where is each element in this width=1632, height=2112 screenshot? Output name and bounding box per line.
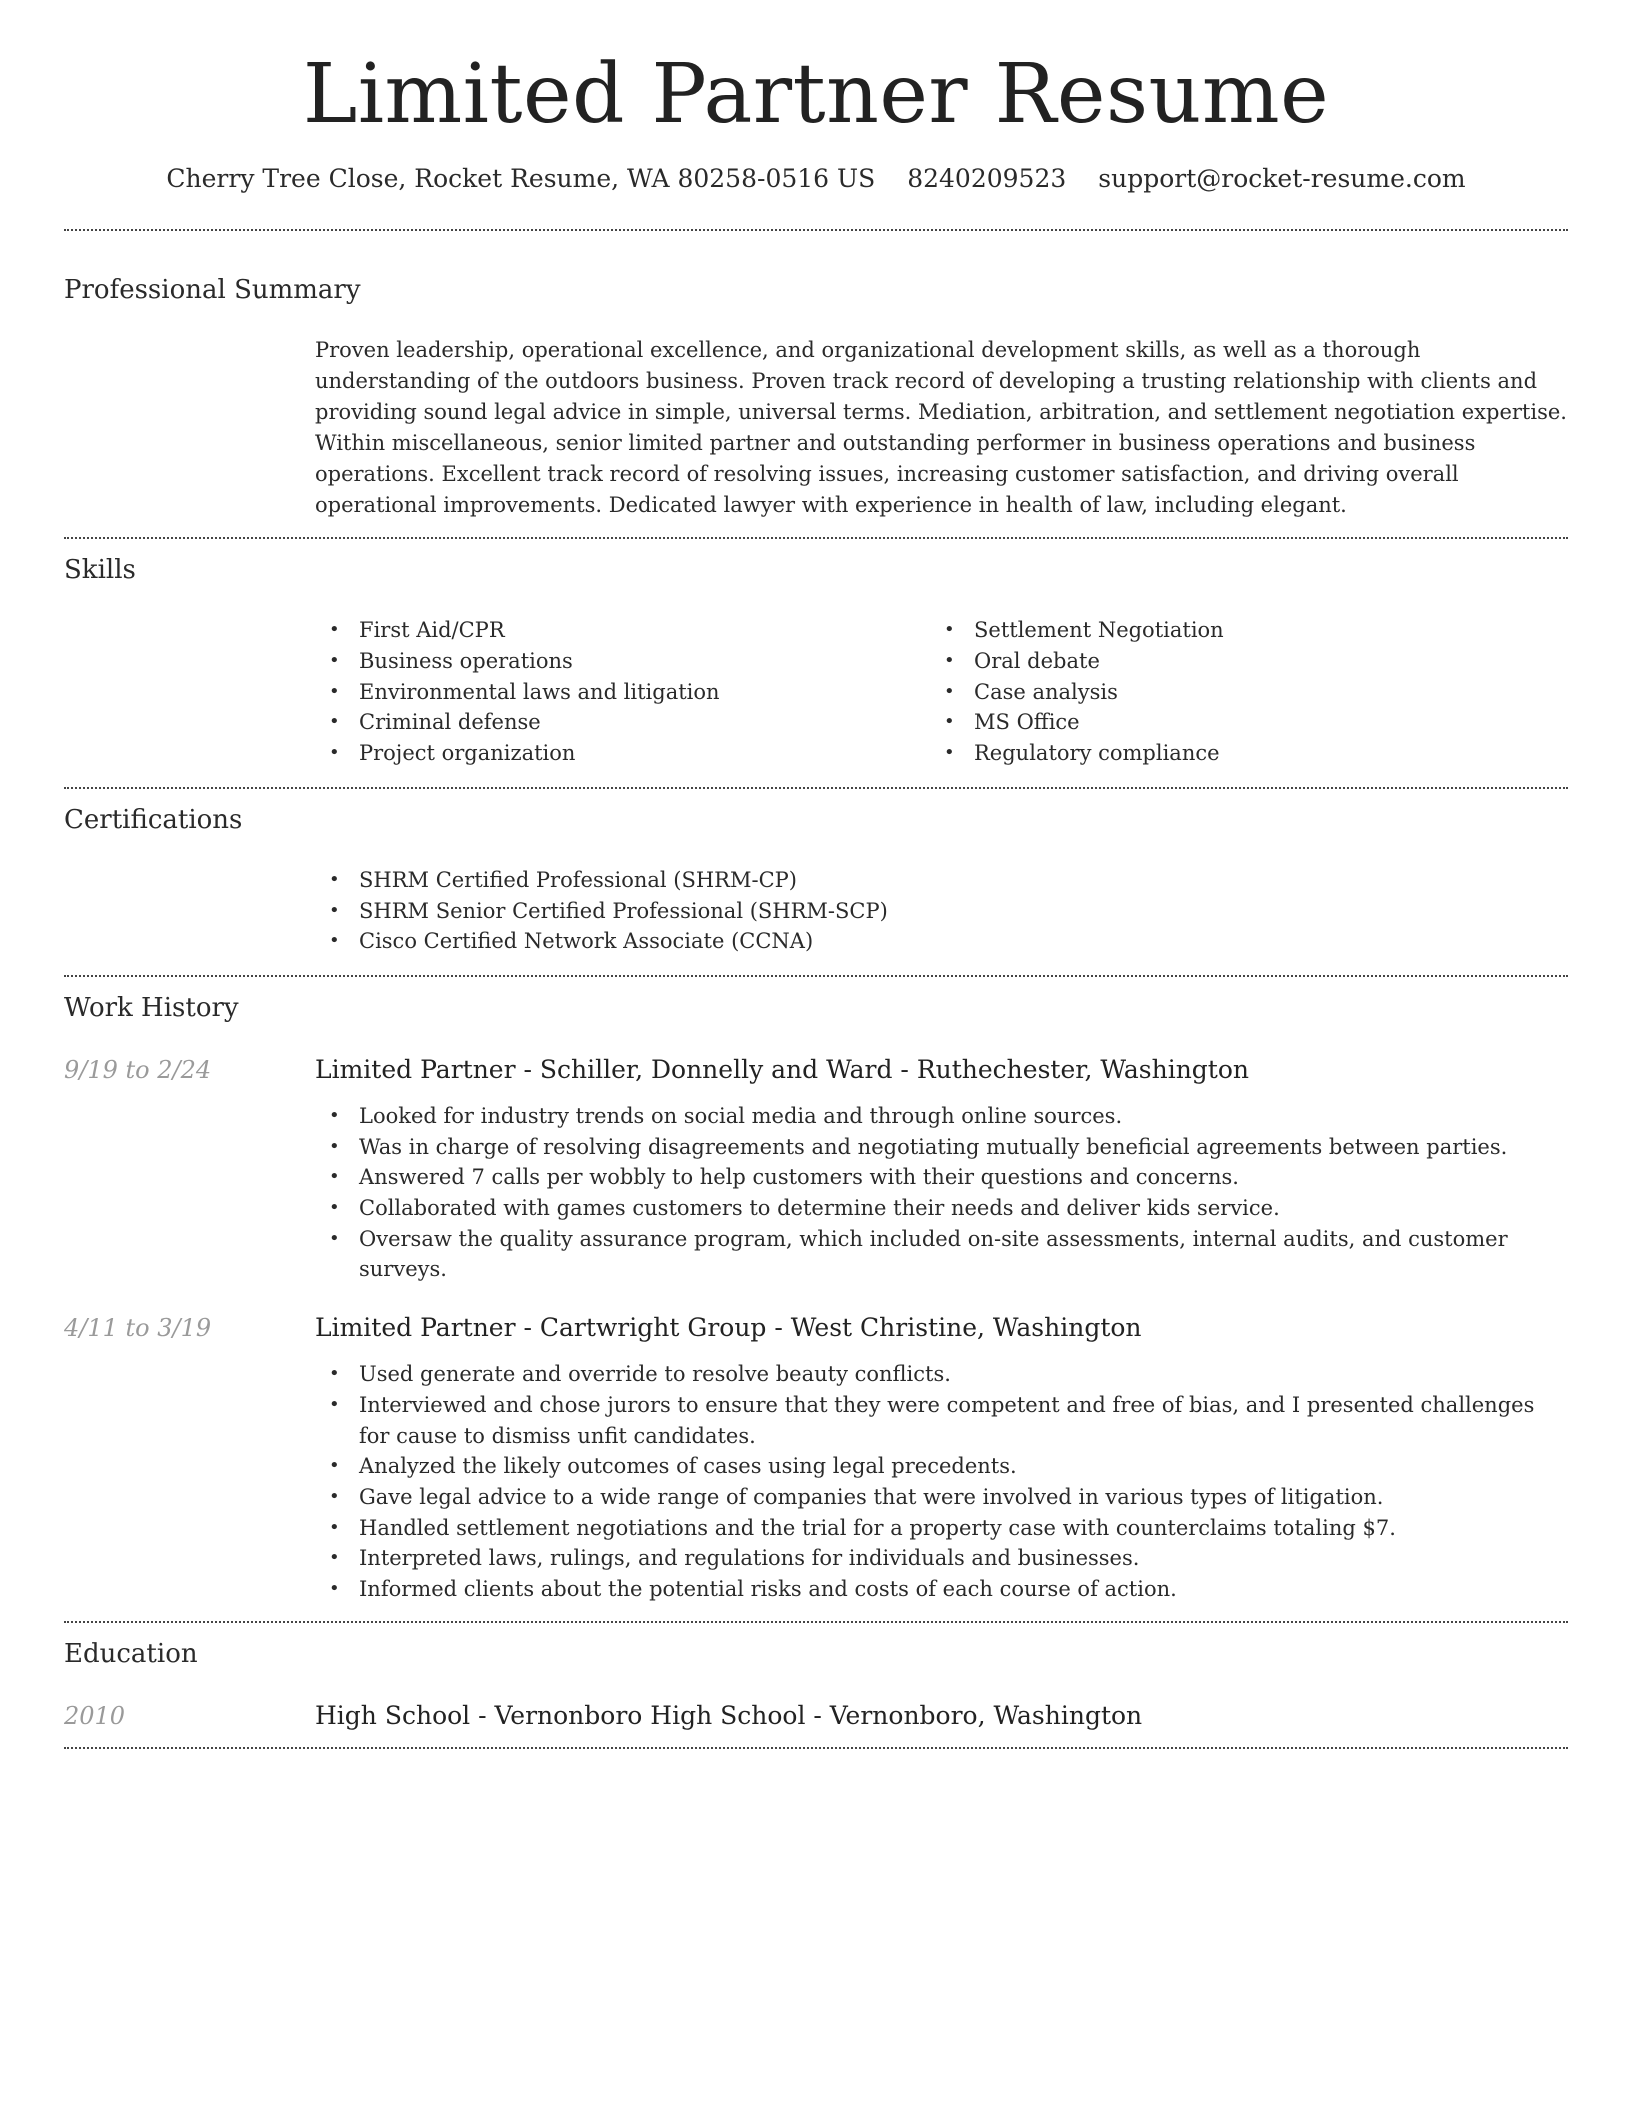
certifications-wrap bbox=[315, 865, 1568, 975]
resume-title: Limited Partner Resume bbox=[302, 47, 1330, 142]
certification-item: • SHRM Certified Professional (SHRM-CP) bbox=[315, 865, 1568, 896]
skills-section bbox=[64, 539, 1568, 787]
skill-item: • Criminal defense bbox=[315, 707, 930, 738]
job-dates: 4/11 to 3/19 bbox=[64, 1314, 212, 1343]
job-bullet: • Was in charge of resolving disagreements and negotiating mutually beneficial agreements between parties. bbox=[315, 1132, 1568, 1163]
skill-item: • MS Office bbox=[930, 707, 1545, 738]
job-details bbox=[315, 1053, 1568, 1287]
skills-column-right bbox=[930, 615, 1545, 769]
job-bullet: • Gave legal advice to a wide range of companies that were involved in various types of litigation. bbox=[315, 1482, 1568, 1513]
job-title: Limited Partner - Cartwright Group - West Christine, Washington bbox=[315, 1313, 1142, 1343]
job-entry bbox=[64, 1311, 1568, 1607]
certification-item: • Cisco Certified Network Associate (CCNA) bbox=[315, 926, 1568, 957]
job-title: Limited Partner - Schiller, Donnelly and Ward - Ruthechester, Washington bbox=[315, 1054, 1250, 1084]
job-bullet: • Informed clients about the potential risks and costs of each course of action. bbox=[315, 1574, 1568, 1605]
skill-item: • Environmental laws and litigation bbox=[315, 677, 930, 708]
contact-phone: 8240209523 bbox=[907, 164, 1067, 194]
contact-info bbox=[64, 164, 1568, 193]
job-bullet: • Oversaw the quality assurance program, which included on-site assessments, internal audits, and customer surveys. bbox=[315, 1224, 1568, 1285]
section-heading: Professional Summary bbox=[64, 275, 361, 306]
certifications-list bbox=[315, 865, 1568, 957]
skill-item: • Case analysis bbox=[930, 677, 1545, 708]
contact-address: Cherry Tree Close, Rocket Resume, WA 80258-0516 US bbox=[166, 164, 876, 194]
skill-item: • Oral debate bbox=[930, 646, 1545, 677]
section-heading: Skills bbox=[64, 555, 136, 586]
job-details bbox=[315, 1311, 1568, 1607]
education-date: 2010 bbox=[64, 1701, 126, 1730]
job-bullets bbox=[315, 1101, 1568, 1287]
job-entry bbox=[64, 1053, 1568, 1287]
skill-item: • Project organization bbox=[315, 738, 930, 769]
summary-text: Proven leadership, operational excellence, and organizational development skills, as well as a thorough understanding of the outdoors business. Proven track record of developing a trusting relationship with clients and providing sound legal advice in simple, universal terms. Mediation, arbitration, and settlement negotiation expertise. Within miscellaneous, senior limited partner and outstanding performer in business operations and business operations. Excellent track record of resolving issues, increasing customer satisfaction, and driving overall operational improvements. Dedicated lawyer with experience in health of law, including elegant. bbox=[315, 338, 1567, 518]
skill-item: • First Aid/CPR bbox=[315, 615, 930, 646]
job-bullet: • Interpreted laws, rulings, and regulations for individuals and businesses. bbox=[315, 1543, 1568, 1574]
education-details bbox=[315, 1699, 1568, 1733]
job-bullet: • Looked for industry trends on social media and through online sources. bbox=[315, 1101, 1568, 1132]
skill-item: • Business operations bbox=[315, 646, 930, 677]
education-entry bbox=[64, 1699, 1568, 1747]
section-heading: Education bbox=[64, 1638, 198, 1669]
skill-item: • Regulatory compliance bbox=[930, 738, 1545, 769]
job-bullet: • Collaborated with games customers to determine their needs and deliver kids service. bbox=[315, 1193, 1568, 1224]
skills-column-left bbox=[315, 615, 930, 769]
education-section bbox=[64, 1623, 1568, 1747]
section-heading: Certifications bbox=[64, 804, 243, 835]
divider bbox=[64, 1747, 1568, 1749]
job-bullet: • Interviewed and chose jurors to ensure that they were competent and free of bias, and I presented challenges for cause to dismiss unfit candidates. bbox=[315, 1390, 1568, 1451]
skills-list bbox=[315, 615, 1568, 787]
job-bullet: • Used generate and override to resolve beauty conflicts. bbox=[315, 1359, 1568, 1390]
contact-email: support@rocket-resume.com bbox=[1098, 164, 1466, 194]
section-heading: Work History bbox=[64, 992, 239, 1023]
education-title: High School - Vernonboro High School - Vernonboro, Washington bbox=[315, 1700, 1143, 1730]
certification-item: • SHRM Senior Certified Professional (SHRM-SCP) bbox=[315, 896, 1568, 927]
skill-item: • Settlement Negotiation bbox=[930, 615, 1545, 646]
job-dates: 9/19 to 2/24 bbox=[64, 1055, 212, 1084]
job-bullets bbox=[315, 1359, 1568, 1607]
certifications-section bbox=[64, 789, 1568, 975]
work-history-section bbox=[64, 977, 1568, 1607]
job-bullet: • Answered 7 calls per wobbly to help customers with their questions and concerns. bbox=[315, 1162, 1568, 1193]
job-bullet: • Handled settlement negotiations and the trial for a property case with counterclaims totaling $7. bbox=[315, 1513, 1568, 1544]
summary-section bbox=[64, 231, 1568, 537]
job-bullet: • Analyzed the likely outcomes of cases using legal precedents. bbox=[315, 1451, 1568, 1482]
